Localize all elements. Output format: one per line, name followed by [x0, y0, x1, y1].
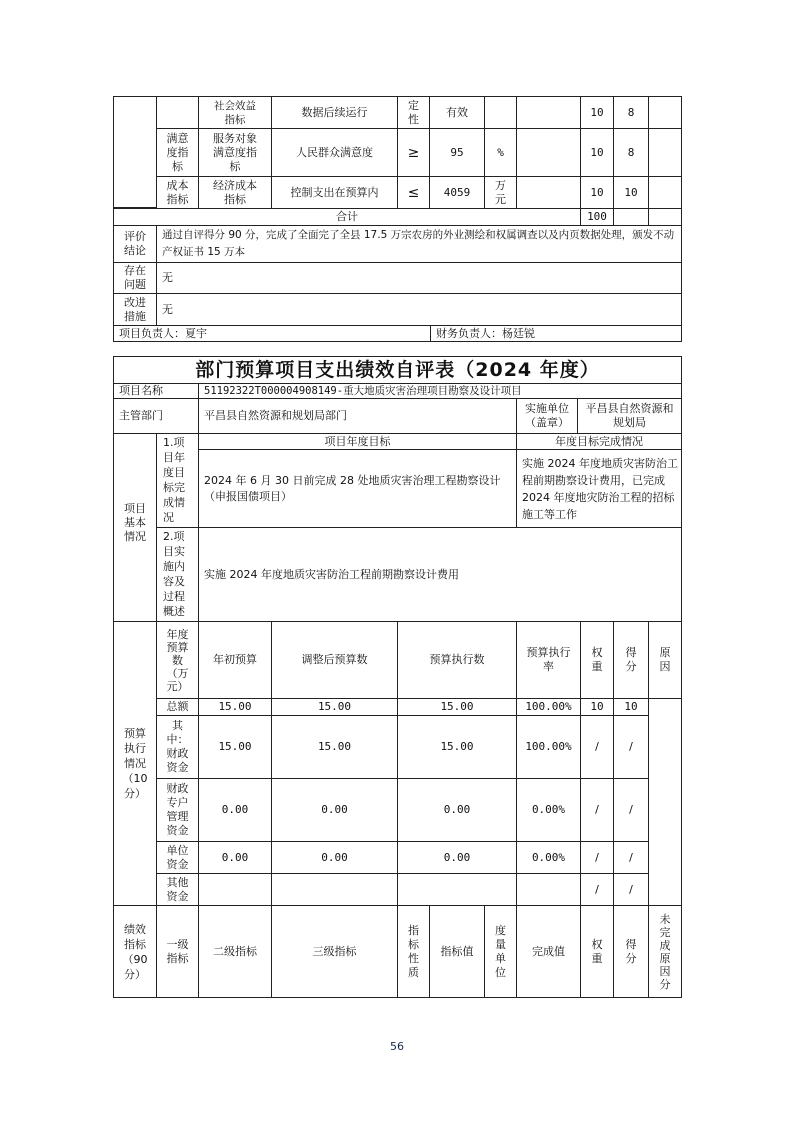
- budget-row-special-executed: 0.00: [397, 778, 517, 842]
- budget-row-other-executed: [397, 873, 517, 906]
- budget-header-adjusted: 调整后预算数: [271, 621, 398, 699]
- budget-row-unit-weight: /: [580, 841, 614, 874]
- row2-unit: %: [484, 128, 517, 177]
- top-outer-label-cell: [113, 96, 157, 208]
- row1-weight: 10: [580, 96, 614, 129]
- budget-header-reason: 原因: [648, 621, 682, 699]
- form-title: 部门预算项目支出绩效自评表（2024 年度）: [113, 356, 682, 384]
- budget-row-other-adjusted: [271, 873, 398, 906]
- budget-section-label: 预算执行情况（10分）: [113, 621, 157, 906]
- row2-nature: ≥: [397, 128, 430, 177]
- perf-header-score: 得分: [613, 905, 649, 998]
- budget-row-total-initial: 15.00: [198, 698, 272, 716]
- goal-header: 项目年度目标: [198, 433, 517, 450]
- finance-lead: 财务负责人：杨廷锐: [430, 325, 682, 342]
- budget-row-special-adjusted: 0.00: [271, 778, 398, 842]
- row3-reason: [648, 176, 682, 209]
- row3-target: 4059: [429, 176, 485, 209]
- row1-level3: 数据后续运行: [271, 96, 398, 129]
- budget-row-fiscal-executed: 15.00: [397, 715, 517, 779]
- project-name-value: 51192322T000004908149-重大地质灾害治理项目勘察及设计项目: [198, 383, 682, 399]
- row1-reason: [648, 96, 682, 129]
- budget-row-special-initial: 0.00: [198, 778, 272, 842]
- total-score: [613, 208, 649, 226]
- row2-actual: [516, 128, 581, 177]
- project-lead: 项目负责人：夏宇: [113, 325, 431, 342]
- row2-weight: 10: [580, 128, 614, 177]
- budget-header-weight: 权重: [580, 621, 614, 699]
- budget-row-other-weight: /: [580, 873, 614, 906]
- budget-row-special-score: /: [613, 778, 649, 842]
- row3-nature: ≤: [397, 176, 430, 209]
- budget-reason-merged: [648, 698, 682, 906]
- budget-row-fiscal-score: /: [613, 715, 649, 779]
- budget-row-fiscal-adjusted: 15.00: [271, 715, 398, 779]
- row3-weight: 10: [580, 176, 614, 209]
- budget-header-executed: 预算执行数: [397, 621, 517, 699]
- perf-header-reason: 未完成原因分: [648, 905, 682, 998]
- row2-target: 95: [429, 128, 485, 177]
- perf-header-level1: 一级指标: [156, 905, 199, 998]
- budget-header-annual: 年度预算数（万元）: [156, 621, 199, 699]
- budget-row-total-executed: 15.00: [397, 698, 517, 716]
- row3-unit: 万元: [484, 176, 517, 209]
- budget-row-other-rate: [516, 873, 581, 906]
- budget-row-fiscal-label: 其中：财政资金: [156, 715, 199, 779]
- budget-row-unit-adjusted: 0.00: [271, 841, 398, 874]
- total-label: 合计: [113, 208, 581, 226]
- budget-row-unit-score: /: [613, 841, 649, 874]
- row3-level2: 经济成本指标: [198, 176, 272, 209]
- budget-row-other-score: /: [613, 873, 649, 906]
- row1-nature: 定性: [397, 96, 430, 129]
- perf-section-label: 绩效指标（90分）: [113, 905, 157, 998]
- goal-done-text: 实施 2024 年度地质灾害防治工程前期勘察设计费用，已完成 2024 年度地灾防治工程的招标施工等工作: [516, 449, 682, 528]
- problems-label: 存在问题: [113, 262, 157, 294]
- perf-header-nature: 指标性质: [397, 905, 430, 998]
- budget-row-total-weight: 10: [580, 698, 614, 716]
- basic-label: [113, 433, 157, 622]
- perf-header-unit: 度量单位: [484, 905, 517, 998]
- row2-reason: [648, 128, 682, 177]
- row3-score: 10: [613, 176, 649, 209]
- row2-level2: 服务对象满意度指标: [198, 128, 272, 177]
- goal-section-label: 1.项目年度目标完成情况: [156, 433, 199, 528]
- budget-row-unit-rate: 0.00%: [516, 841, 581, 874]
- conclusion-text: 通过自评得分 90 分，完成了全面完了全县 17.5 万宗农房的外业测绘和权属调查以及内页数据处理，颁发不动产权证书 15 万本: [156, 225, 682, 263]
- problems-text: 无: [156, 262, 682, 294]
- row1-level2: 社会效益指标: [198, 96, 272, 129]
- row1-score: 8: [613, 96, 649, 129]
- impl-text: 实施 2024 年度地质灾害防治工程前期勘察设计费用: [198, 527, 682, 622]
- goal-text: 2024 年 6 月 30 日前完成 28 处地质灾害治理工程勘察设计（申报国债项目）: [198, 449, 517, 528]
- dept-label: 主管部门: [113, 398, 199, 434]
- row3-level3: 控制支出在预算内: [271, 176, 398, 209]
- row1-unit: [484, 96, 517, 129]
- row1-actual: [516, 96, 581, 129]
- budget-row-fiscal-rate: 100.00%: [516, 715, 581, 779]
- improve-text: 无: [156, 293, 682, 326]
- row2-score: 8: [613, 128, 649, 177]
- improve-label: 改进措施: [113, 293, 157, 326]
- budget-row-total-rate: 100.00%: [516, 698, 581, 716]
- perf-header-level3: 三级指标: [271, 905, 398, 998]
- budget-row-total-score: 10: [613, 698, 649, 716]
- dept-value: 平昌县自然资源和规划局部门: [198, 398, 517, 434]
- row1-level1: [156, 96, 199, 129]
- budget-header-initial: 年初预算: [198, 621, 272, 699]
- budget-row-special-weight: /: [580, 778, 614, 842]
- row3-actual: [516, 176, 581, 209]
- perf-header-target: 指标值: [429, 905, 485, 998]
- budget-row-unit-initial: 0.00: [198, 841, 272, 874]
- budget-header-score: 得分: [613, 621, 649, 699]
- budget-row-unit-executed: 0.00: [397, 841, 517, 874]
- total-reason: [648, 208, 682, 226]
- budget-header-rate: 预算执行率: [516, 621, 581, 699]
- budget-row-total-adjusted: 15.00: [271, 698, 398, 716]
- basic-label-text: 项目基本情况: [124, 502, 146, 543]
- row2-level3: 人民群众满意度: [271, 128, 398, 177]
- impl-unit-label: 实施单位（盖章）: [516, 398, 578, 434]
- perf-header-weight: 权重: [580, 905, 614, 998]
- impl-unit-value: 平昌县自然资源和规划局: [577, 398, 682, 434]
- budget-row-total-label: 总额: [156, 698, 199, 716]
- budget-row-fiscal-initial: 15.00: [198, 715, 272, 779]
- impl-section-label: 2.项目实施内容及过程概述: [156, 527, 199, 622]
- project-name-label: 项目名称: [113, 383, 199, 399]
- budget-row-special-rate: 0.00%: [516, 778, 581, 842]
- row1-target: 有效: [429, 96, 485, 129]
- budget-row-other-initial: [198, 873, 272, 906]
- budget-row-other-label: 其他资金: [156, 873, 199, 906]
- perf-header-level2: 二级指标: [198, 905, 272, 998]
- conclusion-label: 评价结论: [113, 225, 157, 263]
- budget-row-unit-label: 单位资金: [156, 841, 199, 874]
- row3-level1: 成本指标: [156, 176, 199, 209]
- row2-level1: 满意度指标: [156, 128, 199, 177]
- goal-done-header: 年度目标完成情况: [516, 433, 682, 450]
- perf-header-actual: 完成值: [516, 905, 581, 998]
- page-number: 56: [390, 1040, 404, 1053]
- budget-row-special-label: 财政专户管理资金: [156, 778, 199, 842]
- budget-row-fiscal-weight: /: [580, 715, 614, 779]
- total-weight: 100: [580, 208, 614, 226]
